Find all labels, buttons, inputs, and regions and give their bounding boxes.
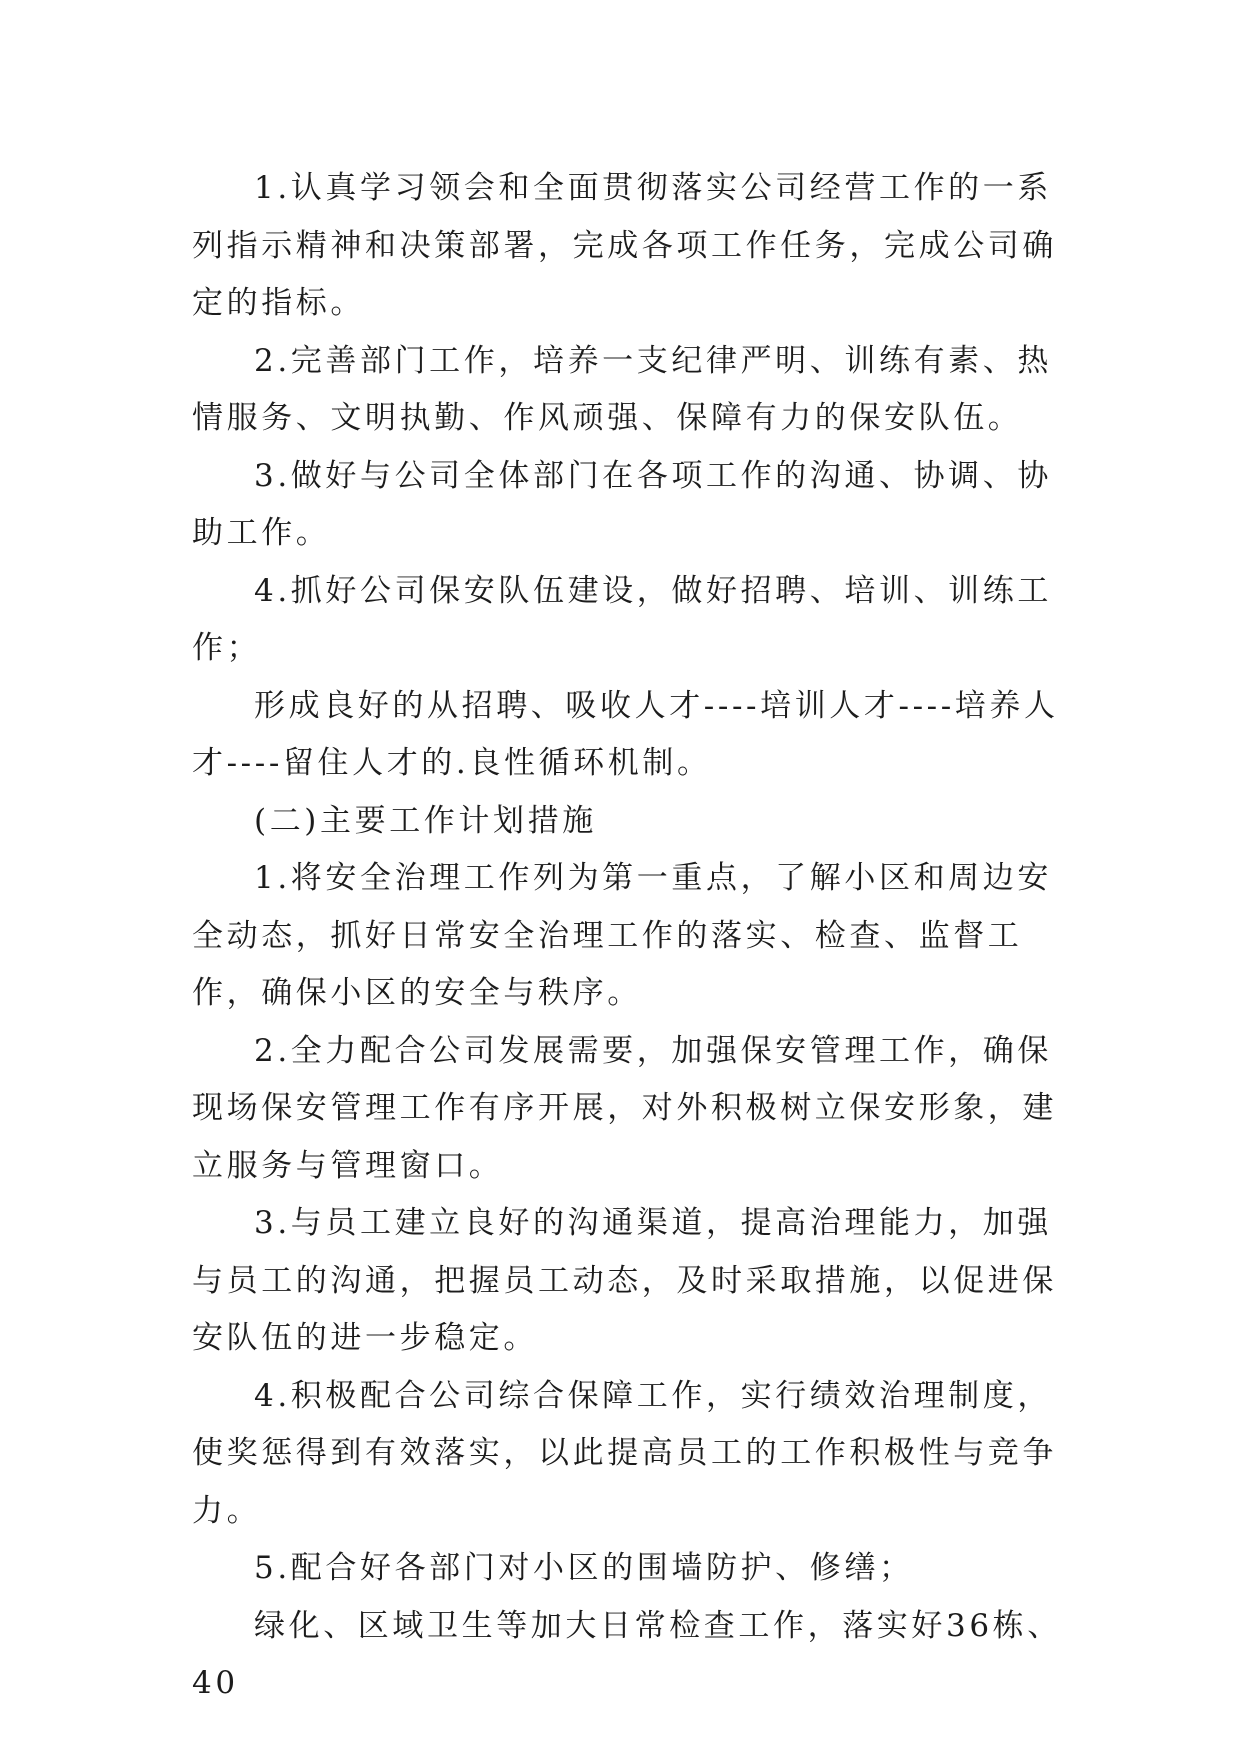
- paragraph-measure-3: 3.与员工建立良好的沟通渠道，提高治理能力，加强与员工的沟通，把握员工动态，及时采取措施，以促进保安队伍的进一步稳定。: [192, 1205, 1057, 1356]
- paragraph-goal-3: 3.做好与公司全体部门在各项工作的沟通、协调、协助工作。: [192, 457, 1052, 551]
- paragraph-goal-2: 2.完善部门工作，培养一支纪律严明、训练有素、热情服务、文明执勤、作风顽强、保障有力的保安队伍。: [192, 342, 1052, 436]
- paragraph-measure-5-continued: 绿化、区域卫生等加大日常检查工作，落实好36栋、40: [192, 1607, 1062, 1701]
- document-body: [192, 160, 1062, 1713]
- paragraph-goal-1: 1.认真学习领会和全面贯彻落实公司经营工作的一系列指示精神和决策部署，完成各项工作任务，完成公司确定的指标。: [192, 170, 1057, 321]
- paragraph-measure-1: 1.将安全治理工作列为第一重点，了解小区和周边安全动态，抓好日常安全治理工作的落实、检查、监督工作，确保小区的安全与秩序。: [192, 860, 1052, 1011]
- paragraph-goal-4-continued: 形成良好的从招聘、吸收人才----培训人才----培养人才----留住人才的.良性循环机制。: [192, 687, 1059, 781]
- section-heading: (二)主要工作计划措施: [254, 802, 597, 839]
- paragraph-measure-4: 4.积极配合公司综合保障工作，实行绩效治理制度，使奖惩得到有效落实，以此提高员工的工作积极性与竞争力。: [192, 1377, 1057, 1529]
- paragraph-measure-5: 5.配合好各部门对小区的围墙防护、修缮；: [254, 1550, 914, 1586]
- paragraph-goal-4: 4.抓好公司保安队伍建设，做好招聘、培训、训练工作；: [192, 572, 1052, 666]
- paragraph-measure-2: 2.全力配合公司发展需要，加强保安管理工作，确保现场保安管理工作有序开展，对外积极树立保安形象，建立服务与管理窗口。: [192, 1032, 1057, 1184]
